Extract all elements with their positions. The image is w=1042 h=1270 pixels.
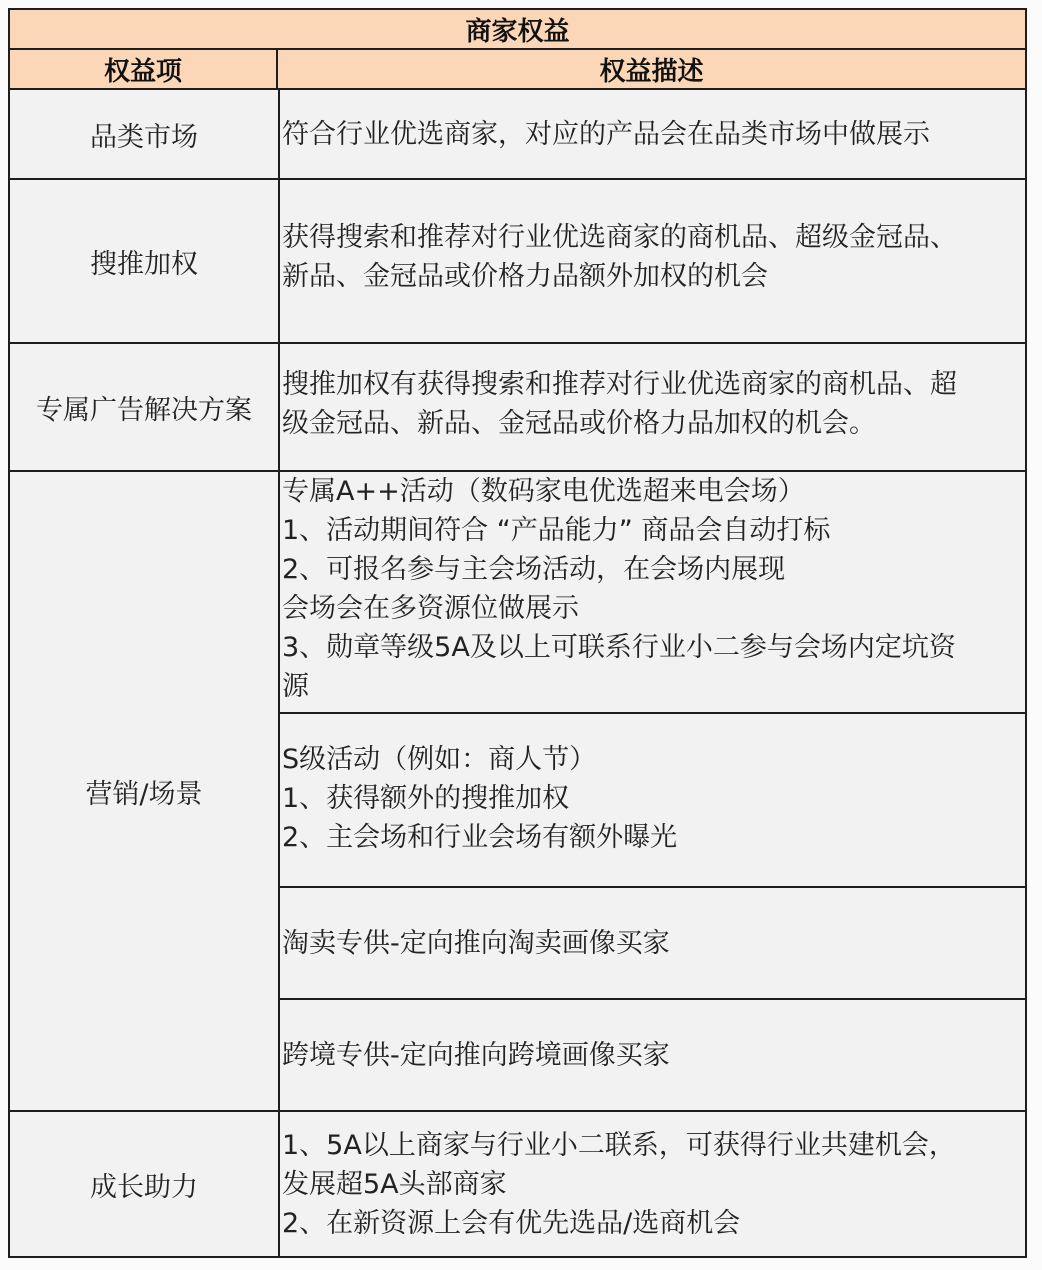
- desc-line: 3、勋章等级5A及以上可联系行业小二参与会场内定坑资: [282, 632, 956, 663]
- header-benefit-description: 权益描述: [599, 56, 704, 87]
- desc-line: 级金冠品、新品、金冠品或价格力品加权的机会。: [282, 408, 876, 439]
- row-desc-marketing-a-plus: [282, 472, 1019, 712]
- desc-line: 1、5A以上商家与行业小二联系，可获得行业共建机会，: [282, 1129, 956, 1161]
- desc-line: 搜推加权有获得搜索和推荐对行业优选商家的商机品、超: [282, 369, 957, 400]
- desc-line: S级活动（例如：商人节）: [282, 744, 597, 775]
- desc-line: 新品、金冠品或价格力品额外加权的机会: [282, 261, 768, 292]
- desc-line: 获得搜索和推荐对行业优选商家的商机品、超级金冠品、: [282, 222, 957, 253]
- column-divider: [278, 90, 280, 1256]
- desc-line: 专属A++活动（数码家电优选超来电会场）: [282, 476, 805, 507]
- row-desc-marketing-crossborder: [282, 1000, 1019, 1110]
- row-item-category-market: 品类市场: [90, 121, 198, 153]
- desc-line: 源: [282, 671, 309, 702]
- row-desc-category-market: [282, 90, 1019, 178]
- desc-line: 2、在新资源上会有优先选品/选商机会: [282, 1207, 741, 1239]
- row-item-exclusive-ads: 专属广告解决方案: [36, 394, 252, 426]
- desc-line: 淘卖专供-定向推向淘卖画像买家: [282, 927, 670, 959]
- desc-line: 1、获得额外的搜推加权: [282, 783, 570, 814]
- row-item-search-weighting: 搜推加权: [90, 248, 198, 280]
- table-header-row: [10, 50, 1025, 90]
- row-desc-marketing-s-level: [282, 714, 1019, 886]
- row-desc-growth-support: [282, 1112, 1019, 1256]
- desc-line: 跨境专供-定向推向跨境画像买家: [282, 1039, 670, 1071]
- row-desc-exclusive-ads: [282, 344, 1019, 470]
- desc-line: 会场会在多资源位做展示: [282, 593, 579, 624]
- table-title: 商家权益: [10, 10, 1025, 50]
- desc-line: 1、活动期间符合 “产品能力” 商品会自动打标: [282, 515, 831, 546]
- header-benefit-item: 权益项: [10, 50, 278, 88]
- benefits-table: [8, 8, 1027, 1258]
- row-desc-search-weighting: [282, 180, 1019, 342]
- desc-line: 2、可报名参与主会场活动，在会场内展现: [282, 554, 786, 585]
- desc-line: 2、主会场和行业会场有额外曝光: [282, 822, 678, 853]
- row-item-marketing-scene: 营销/场景: [85, 778, 203, 810]
- row-item-growth-support: 成长助力: [90, 1171, 198, 1203]
- row-desc-marketing-taomai: [282, 888, 1019, 998]
- desc-line: 符合行业优选商家，对应的产品会在品类市场中做展示: [282, 118, 930, 150]
- desc-line: 发展超5A头部商家: [282, 1168, 507, 1200]
- table-body: [10, 90, 1025, 1256]
